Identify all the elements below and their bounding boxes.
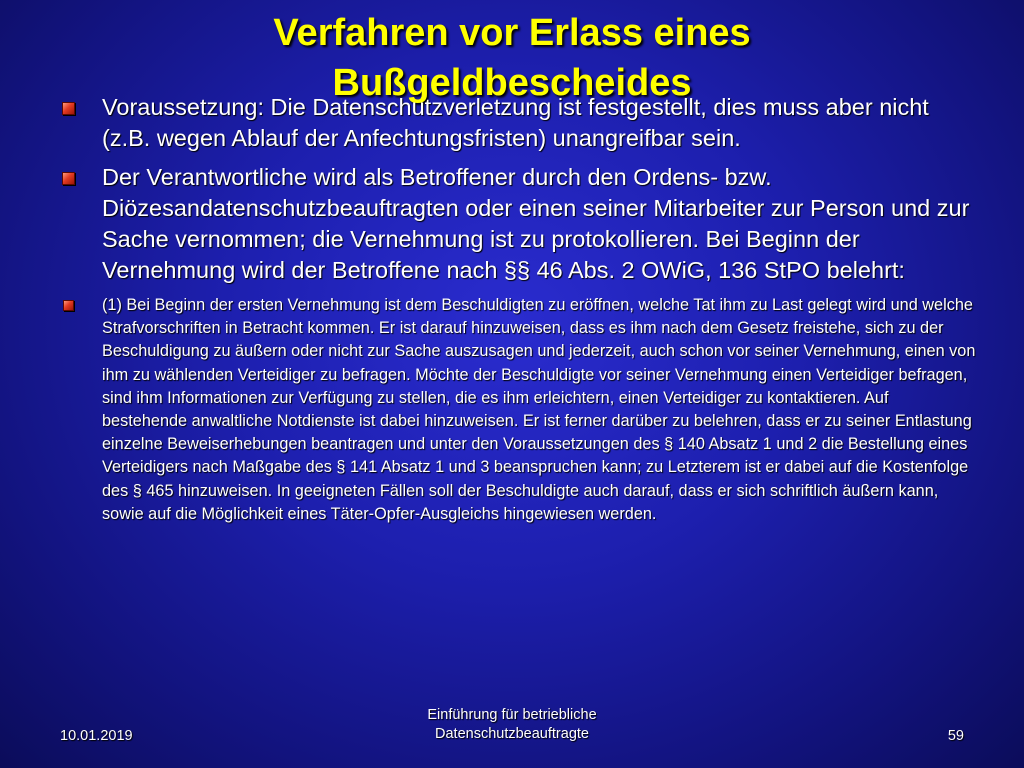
footer-title-line-1: Einführung für betriebliche <box>427 707 597 723</box>
square-bullet-icon <box>62 172 75 185</box>
bullet-item-legal-quote <box>62 294 977 526</box>
bullet-item-hearing <box>62 162 977 286</box>
page-number: 59 <box>947 728 964 744</box>
square-bullet-icon <box>62 102 75 115</box>
footer-title <box>362 706 662 744</box>
footer-title-line-2: Datenschutzbeauftragte <box>435 726 589 742</box>
slide-title-line-2: Bußgeldbescheides <box>332 62 692 104</box>
bullet-text-legal-quote: (1) Bei Beginn der ersten Vernehmung ist dem Beschuldigten zu eröffnen, welche Tat ihm zu Last gelegt wird und welche Strafvorschriften in Betracht kommen. Er ist darauf hinzuweisen, dass es ihm nach dem Gesetz freistehe, sich zu der Beschuldigung zu äußern oder nicht zur Sache auszusagen und jederzeit, auch schon vor seiner Vernehmung, einen von ihm zu wählenden Verteidiger zu befragen. Möchte der Beschuldigte vor seiner Vernehmung einen Verteidiger befragen, sind ihm Informationen zur Verfügung zu stellen, die es ihm erleichtern, einen Verteidiger zu kontaktieren. Auf bestehende anwaltliche Notdienste ist dabei hinzuweisen. Er ist ferner darüber zu belehren, dass er zu seiner Entlastung einzelne Beweiserhebungen beantragen und unter den Voraussetzungen des § 140 Absatz 1 und 2 die Bestellung eines Verteidigers nach Maßgabe des § 141 Absatz 1 und 3 beanspruchen kann; zu Letzterem ist er dabei auf die Kostenfolge des § 465 hinzuweisen. In geeigneten Fällen soll der Beschuldigte auch darauf, dass er sich schriftlich äußern kann, sowie auf die Möglichkeit eines Täter-Opfer-Ausgleichs hingewiesen werden. <box>102 296 976 523</box>
bullet-text-hearing: Der Verantwortliche wird als Betroffener durch den Ordens- bzw. Diözesandatenschutzbeauftragten oder einen seiner Mitarbeiter zur Person und zur Sache vernommen; die Vernehmung ist zu protokollieren. Bei Beginn der Vernehmung wird der Betroffene nach §§ 46 Abs. 2 OWiG, 136 StPO belehrt: <box>102 164 970 283</box>
square-bullet-icon <box>63 300 74 311</box>
bullet-list <box>62 92 977 526</box>
slide-title-line-1: Verfahren vor Erlass eines <box>273 12 751 54</box>
bullet-item-prerequisite <box>62 92 977 154</box>
footer-date: 10.01.2019 <box>60 728 133 744</box>
bullet-text-prerequisite: Voraussetzung: Die Datenschutzverletzung ist festgestellt, dies muss aber nicht (z.B. wegen Ablauf der Anfechtungsfristen) unangreifbar sein. <box>102 94 929 151</box>
